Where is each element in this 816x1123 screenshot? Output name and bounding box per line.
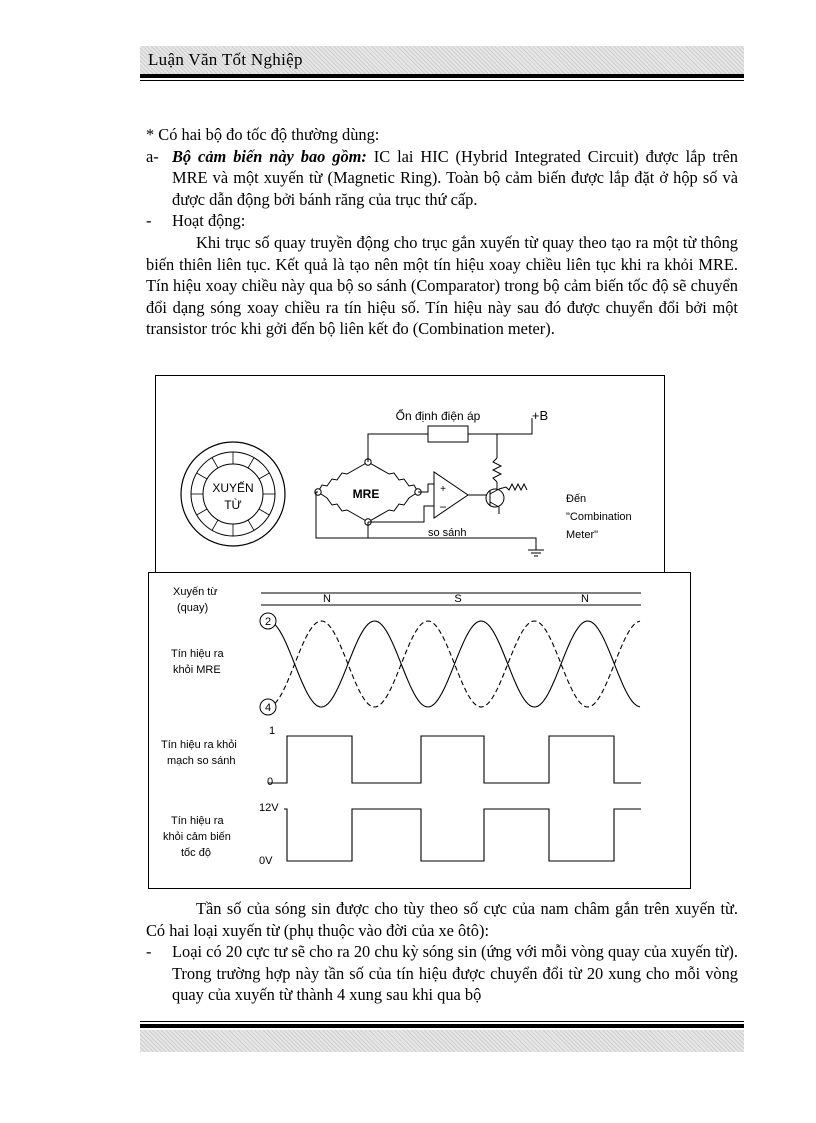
pole-label: S <box>454 593 462 605</box>
output-label-line2: "Combination <box>566 511 632 523</box>
list-item-c-text: Loại có 20 cực tư sẽ cho ra 20 chu kỳ sóng sin (ứng với mỗi vòng quay của xuyến từ). Trong trường hợp này tần số của tín hiệu được chuyển đổi từ 20 xung cho mỗi vòng quay của xuyến từ thành 4 xung sau khi qua bộ <box>172 942 738 1005</box>
mre-wave-label-1: Tín hiệu ra <box>171 648 224 660</box>
regulator-resistor <box>428 426 468 442</box>
list-marker: - <box>146 942 152 962</box>
list-item-b-text: Hoạt động: <box>172 211 246 231</box>
ring-tick <box>212 458 218 468</box>
ring-label-line1: XUYẾN <box>212 481 254 495</box>
sensor-wave-label-2: khỏi cảm biến <box>163 831 231 843</box>
pole-label: N <box>323 593 331 605</box>
output-label-line3: Meter" <box>566 529 599 541</box>
comp-wave-label-1: Tín hiệu ra khỏi <box>161 739 237 751</box>
pole-label: N <box>581 593 589 605</box>
pole-labels <box>323 593 589 605</box>
ring-tick <box>248 520 254 530</box>
comparator-label: so sánh <box>428 527 467 539</box>
list-item-a-text: IC lai HIC (Hybrid Integrated Circuit) được lắp trên MRE và một xuyến từ (Magnetic Ring). Toàn bộ cảm biến được lắp đặt ở hộp số và được dẫn động bởi bánh răng của trục thứ cấp. <box>172 146 739 209</box>
sensor-wave-label-3: tốc độ <box>181 847 211 859</box>
list-marker: a- <box>146 146 159 166</box>
footer-rule-thin <box>140 1021 744 1022</box>
plus-input: + <box>440 484 446 495</box>
comparator-square-wave <box>268 736 641 783</box>
closing-paragraph: Tần số của sóng sin được cho tùy theo số cực của nam châm gắn trên xuyến từ. Có hai loại xuyến từ (phụ thuộc vào đời của xe ôtô): <box>146 899 738 940</box>
ring-wave-label-2: (quay) <box>177 602 209 614</box>
list-marker: - <box>146 211 152 231</box>
body-text-bottom <box>146 898 738 1006</box>
waveform-chart <box>148 572 691 889</box>
list-item-a <box>146 146 738 211</box>
sensor-high-label: 12V <box>259 802 279 814</box>
list-item-a-content <box>172 146 738 211</box>
page-header <box>140 46 744 74</box>
header-rule-thick <box>140 74 744 78</box>
ring-tick <box>248 458 254 468</box>
voltage-regulator-label: Ổn định điện áp <box>395 409 481 423</box>
mre-label: MRE <box>352 487 380 501</box>
footer-rule-thick <box>140 1024 744 1028</box>
mre-wave-label-2: khỏi MRE <box>173 664 221 676</box>
sensor-square-wave <box>284 809 641 861</box>
ring-tick <box>197 509 207 515</box>
ring-tick <box>259 509 269 515</box>
minus-input: − <box>439 500 447 514</box>
list-item-c <box>146 941 738 1006</box>
header-rule-thin <box>140 80 744 81</box>
sensor-low-label: 0V <box>259 855 273 867</box>
header-title: Luận Văn Tốt Nghiệp <box>148 50 303 69</box>
ring-wave-label-1: Xuyến từ <box>173 586 218 598</box>
ring-tick <box>212 520 218 530</box>
operation-paragraph: Khi trục số quay truyền động cho trục gắn xuyến từ quay theo tạo ra một từ thông biến thiên liên tục. Kết quả là tạo nên một tín hiệu xoay chiều liên tục khi ra khỏi MRE. Tín hiệu xoay chiều này qua bộ so sánh (Comparator) trong bộ cảm biến tốc độ sẽ chuyển đổi dạng sóng xoay chiều ra tín hiệu số. Tín hiệu này sau đó được chuyển đổi bởi một transistor tróc khi gởi đến bộ liên kết đo (Combination meter). <box>146 232 738 339</box>
comp-high-label: 1 <box>269 725 276 737</box>
body-text <box>146 124 738 340</box>
circuit-diagram <box>155 375 665 573</box>
sensor-wave-label-1: Tín hiệu ra <box>171 815 224 827</box>
node-4-label: 4 <box>264 702 272 714</box>
comp-wave-label-2: mạch so sánh <box>167 755 236 767</box>
node-2-label: 2 <box>264 616 272 628</box>
emphasis-text: Bộ cảm biến này bao gồm: <box>172 146 367 166</box>
ring-tick <box>197 473 207 479</box>
ring-tick <box>259 473 269 479</box>
ring-label-line2: TỪ <box>224 498 242 512</box>
sine-wave-node2 <box>268 621 640 707</box>
page-footer <box>140 1030 744 1052</box>
output-label-line1: Đến <box>566 493 587 505</box>
intro-line: * Có hai bộ đo tốc độ thường dùng: <box>146 125 380 144</box>
list-item-b <box>146 210 738 232</box>
comp-low-label: 0 <box>267 776 274 788</box>
supply-label: +B <box>531 408 549 423</box>
